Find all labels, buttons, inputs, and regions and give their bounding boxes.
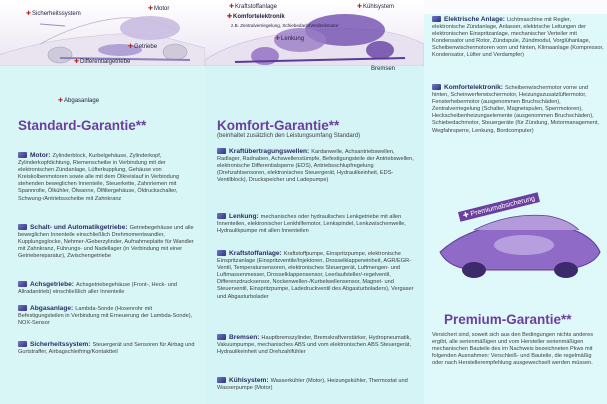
bullet-icon: ✚ (227, 14, 233, 20)
standard-title: Standard-Garantie** (18, 118, 147, 133)
item-text: Getriebegehäuse und alle beweglichen Innenteile einschließlich Drehmomentwandler, Kupplungsglocke, Nehmer-/Geberzylinder, Aufnahmeplatte für Wandler mit Zahnkranz, Führungs- und Nadellager (in Verbindung mit einer Getriebereparatur), Zwischengetriebe (18, 225, 194, 260)
item-text: Scheibenwischermotor vorne und hinten, Scheinwerferwischermotor, Heizungszusatzlüftermotor, Fensterhebermotor (ausgenommen Bruchschäden), Zentralverriegelung (Schalter, Magnetspulen, Sperrmotoren), Heckscheibenheizungselemente (ausgenommen Bruchschäden), Schiebedachmotor, Steuergeräte (für Zündung, Motormanagement, Wegfahrsperre, Lenkung, Bordcomputer) (432, 85, 599, 134)
callout-komfortelektronik (227, 14, 285, 21)
item-achsgetriebe (18, 281, 198, 296)
standard-panel (0, 0, 205, 404)
cooling-icon (217, 377, 226, 383)
fuel-icon (217, 250, 226, 256)
item-getriebe (18, 224, 198, 260)
item-text: Lambda-Sonde (Hosenrohr mit Befestigungsteilen in Verbindung mit Erneuerung der Lambda-Sonde), NOX-Sensor (18, 306, 193, 327)
driveshaft-icon (217, 148, 226, 154)
item-text: mechanisches oder hydraulisches Lenkgetriebe mit allen Innenteilen, elektronischer Lenkhilfemotor, Lenkspindel, Lenkzwischenwelle, Hydraulikpumpe mit allen Innenteilen (217, 214, 406, 235)
callout-lenkung (275, 36, 304, 43)
gearbox-icon (18, 224, 27, 230)
bullet-icon: ✚ (58, 98, 64, 104)
item-text: Steuergerät und Sensoren für Airbag und Gurtstraffer, Airbagschleifring/Kontaktteil (18, 342, 195, 356)
callout-label: Lenkung (281, 36, 305, 42)
callout-getriebe (128, 44, 157, 51)
callout-label: Komfortelektronik (233, 14, 285, 20)
premium-panel (424, 0, 607, 404)
item-heading: Achsgetriebe: (30, 281, 74, 288)
komfort-subnote: (beinhaltet zusätzlich den Leistungsumfang Standard) (217, 133, 361, 139)
item-text: Wasserkühler (Motor), Heizungskühler, Thermostat und Wasserpumpe (Motor) (217, 378, 408, 392)
electric-icon (432, 16, 441, 22)
brake-icon (217, 334, 226, 340)
item-kraftuebertragung (217, 148, 417, 184)
callout-label: Kühlsystem (363, 4, 395, 10)
komfort-car-illustration (205, 0, 424, 66)
comfort-electronics-icon (432, 84, 441, 90)
axle-icon (18, 281, 27, 287)
premium-text: Versichert sind, soweit sich aus den Bedingungen nichts anderes ergibt, alle serienmäßigen und vom Hersteller serienmäßigen mechanischen Bauteile des im Nachweis bezeichneten Pkws mit folgenden Ausnahmen: Verschleiß- und Bauteile, die regelmäßig oder nach Herstellerempfehlung ausgewechselt werden müssen. (432, 332, 594, 367)
callout-komfort-sub: z.B. Zentralverriegelung, Schiebedach/Verdeckmotor (231, 23, 339, 28)
callout-motor (148, 6, 169, 13)
item-heading: Elektrische Anlage: (444, 16, 505, 23)
item-text: Hauptbremszylinder, Bremskraftverstärker, Hydropneumatik, Vakuumpumpe, mechanisches ABS und vom elektronischen ABS Steuergerät, Hydraulikeinheit und Drehzahlfühler (217, 335, 411, 356)
bullet-icon: ✚ (357, 4, 363, 10)
bullet-icon: ✚ (26, 11, 32, 17)
banner-label: Premiumabsicherung (469, 195, 536, 218)
item-text: Zylinderblock, Kurbelgehäuse, Zylinderkopf, Zylinderkopfdichtung, Riemenscheibe in Verbindung mit der elektronischen Zündanlage, Lüfterkupplung, Gehäuse von Kreiskolbenmotoren sowie alle mit dem Ölkreislauf in Verbindung stehenden beweglichen Innenteile, Steuerkette, Zahnriemen mit Spannrolle, Ölkühler, Ölwanne, Ölfiltergehäuse, Öldruckschalter, Schwung-/Antriebsscheibe mit Zahnkranz (18, 153, 180, 202)
item-heading: Bremsen: (229, 334, 260, 341)
motor-icon (18, 152, 27, 158)
callout-kuehlsystem (357, 4, 394, 11)
item-heading: Komfortelektronik: (444, 84, 503, 91)
standard-car-illustration (0, 0, 205, 66)
exhaust-icon (18, 305, 27, 311)
item-text: Kardanwelle, Achsantriebswellen, Radlager, Radnaben, Achswellenstümpfe, Befestigungsteile der Antriebswellen, elektronische Differentialsperre (EDS), Antriebsschlupfregelung (Drehzahlsensoren, elektronisches Steuergerät, Hydraulikeinheit, EDS-Ventilblock), Druckspeicher und Ladepumpe) (217, 149, 414, 184)
komfort-title: Komfort-Garantie** (217, 118, 340, 133)
item-heading: Kraftstoffanlage: (229, 250, 282, 257)
item-text: Kraftstoffpumpe, Einspritzpumpe, elektronische Einspritzanlage (Einspritzventile/Injektoren, Drosselklappeneinheit, AGR/EGR-Ventil, Temperatursensoren, elektronisches Steuergerät, Luftmengen- und Luftmassenmesser, Drosselklappensensor, Leerlaufsteller/-regelventil, Differenzdrucksensor, Nockenwellen-/Kurbelwellensensor, Magnet- und Steuerventil, Einspritzpumpe, Ladedruckventil des Abgasturboladers), Vergaser und Abgasturbolader (217, 251, 414, 300)
bullet-icon: ✚ (275, 36, 281, 42)
item-lenkung (217, 213, 417, 235)
item-kraftstoffanlage (217, 250, 417, 301)
steering-icon (217, 213, 226, 219)
callout-label: Sicherheitssystem (32, 11, 81, 17)
komfort-panel (205, 0, 424, 404)
bullet-icon: ✚ (128, 44, 134, 50)
item-kuehlsystem (217, 377, 417, 392)
airbag-icon (18, 341, 27, 347)
item-heading: Kühlsystem: (229, 377, 269, 384)
item-text: Achsgetriebegehäuse (Front-, Heck- und Allradantrieb) einschließlich aller Innenteile (18, 282, 178, 296)
callout-differential (74, 59, 130, 66)
premium-title: Premium-Garantie** (444, 312, 572, 327)
top-strip (424, 0, 607, 14)
item-heading: Abgasanlage: (30, 305, 74, 312)
item-heading: Sicherheitssystem: (30, 341, 91, 348)
item-heading: Lenkung: (229, 213, 259, 220)
item-motor (18, 152, 198, 203)
callout-bremsen: Bremsen (371, 66, 396, 72)
premium-car-illustration (434, 190, 604, 290)
item-elektrische-anlage (432, 16, 604, 60)
callout-label: Getriebe (134, 44, 158, 50)
callout-label: Abgasanlage (64, 98, 100, 104)
bullet-icon: ✚ (462, 211, 472, 220)
bullet-icon: ✚ (229, 4, 235, 10)
bullet-icon: ✚ (148, 6, 154, 12)
item-text: Lichtmaschine mit Regler, elektronische Zündanlage, Anlasser, elektrische Leitungen der elektronischen Einspritzanlage, mechanischer Verteiler mit Kondensator und Rotor, Zündspule, Zündmodul, Vorglühanlage, Scheibenwischermotoren vorn und hinten, Klimaanlage (Kompressor, Kondensator, Lüfter und Verdampfer) (432, 17, 604, 59)
callout-komfortelektronik-top (229, 4, 277, 11)
item-bremsen (217, 334, 417, 356)
callout-label: Differentialgetriebe (80, 59, 131, 65)
callout-label: Kraftstoffanlage (235, 4, 277, 10)
item-heading: Kraftübertragungswellen: (229, 148, 310, 155)
item-sicherheitssystem (18, 341, 198, 356)
item-heading: Schalt- und Automatikgetriebe: (30, 224, 128, 231)
item-heading: Motor: (30, 152, 51, 159)
callout-sicherheitssystem (26, 11, 81, 18)
item-komfortelektronik (432, 84, 604, 135)
callout-abgasanlage (58, 98, 99, 105)
bullet-icon: ✚ (74, 59, 80, 65)
callout-label: Motor (154, 6, 170, 12)
item-abgasanlage (18, 305, 198, 327)
